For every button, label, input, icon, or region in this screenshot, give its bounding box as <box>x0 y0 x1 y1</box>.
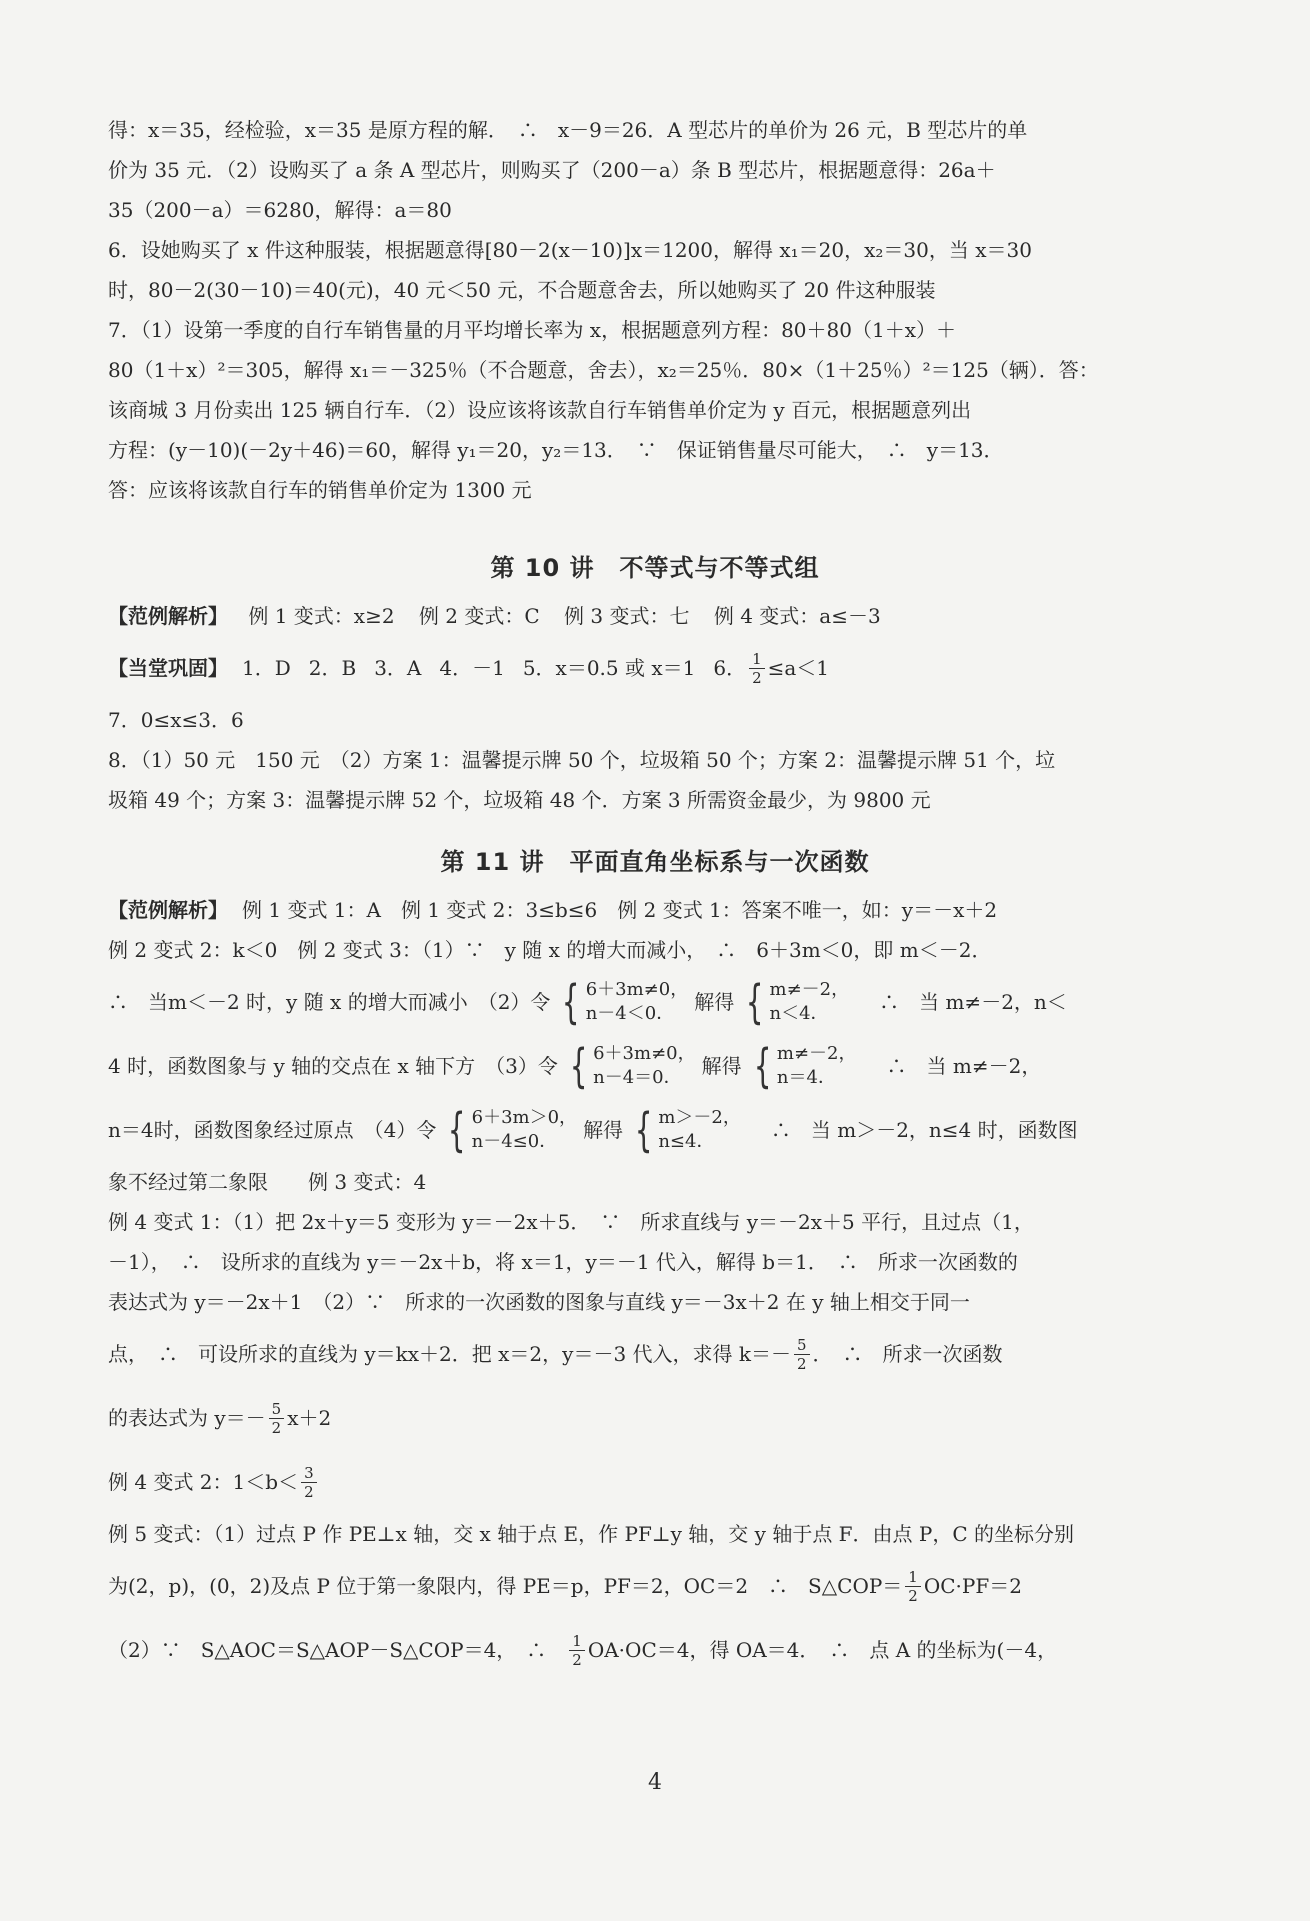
text-fragment: n＝4时，函数图象经过原点 （4）令 <box>108 1118 437 1142</box>
fraction <box>269 1400 285 1437</box>
text-line <box>108 1618 1160 1682</box>
text-line: 35（200－a）＝6280，解得：a＝80 <box>108 198 452 222</box>
equation-system <box>442 1103 578 1157</box>
answer-item: 2．B <box>308 656 357 680</box>
denominator: 2 <box>908 1586 918 1605</box>
practice-tag: 【当堂巩固】 <box>108 656 228 680</box>
text-fragment: x＋2 <box>287 1406 332 1430</box>
system-line <box>108 1034 1160 1098</box>
denominator: 2 <box>304 1482 314 1501</box>
text-line: 例 1 变式 1：A 例 1 变式 2：3≤b≤6 例 2 变式 1：答案不唯一，如：y＝－x＋2 <box>242 898 998 922</box>
denominator: 2 <box>797 1354 807 1373</box>
text-line: 方程：(y－10)(－2y＋46)＝60，解得 y₁＝20，y₂＝13． ∵ 保证销售量尽可能大， ∴ y＝13． <box>108 438 1004 462</box>
answer-item: 例 1 变式：x≥2 <box>248 604 395 628</box>
equation-row: m≠－2， <box>769 979 850 1000</box>
text-line: 例 5 变式：（1）过点 P 作 PE⊥x 轴，交 x 轴于点 E，作 PF⊥y 轴，交 y 轴于点 F．由点 P，C 的坐标分别 <box>108 1522 1075 1546</box>
text-line: －1）， ∴ 设所求的直线为 y＝－2x＋b，将 x＝1，y＝－1 代入，解得 b＝1． ∴ 所求一次函数的 <box>108 1250 1018 1274</box>
equation-system <box>564 1039 696 1093</box>
numerator: 3 <box>301 1464 317 1483</box>
text-fragment: 点， ∴ 可设所求的直线为 y＝kx＋2．把 x＝2，y＝－3 代入，求得 k＝－ <box>108 1342 791 1366</box>
equation-row: 6＋3m≠0， <box>593 1043 696 1064</box>
numerator: 1 <box>905 1568 921 1587</box>
brace: { <box>753 1039 772 1093</box>
text-line: 6．设她购买了 x 件这种服装，根据题意得[80－2(x－10)]x＝1200，解得 x₁＝20，x₂＝30，当 x＝30 <box>108 238 1032 262</box>
lecture11-heading: 第 11 讲 平面直角坐标系与一次函数 <box>440 848 870 876</box>
answer-item: 例 4 变式：a≤－3 <box>713 604 881 628</box>
text-fragment: ∴ 当 m≠－2， <box>886 1054 1042 1078</box>
text-fragment: 例 4 变式 2：1＜b＜ <box>108 1470 299 1494</box>
denominator: 2 <box>271 1418 282 1437</box>
numerator: 1 <box>569 1632 585 1651</box>
text-line: 8．（1）50 元 150 元 （2）方案 1：温馨提示牌 50 个，垃圾箱 50 个；方案 2：温馨提示牌 51 个，垃 <box>108 748 1056 772</box>
text-fragment: 4 时，函数图象与 y 轴的交点在 x 轴下方 （3）令 <box>108 1054 558 1078</box>
lecture11-answers <box>108 890 1160 1682</box>
text-line: 得：x＝35，经检验，x＝35 是原方程的解． ∴ x－9＝26．A 型芯片的单价为 26 元，B 型芯片的单 <box>108 118 1028 142</box>
text-line: 表达式为 y＝－2x＋1 （2）∵ 所求的一次函数的图象与直线 y＝－3x＋2 在 y 轴上相交于同一 <box>108 1290 970 1314</box>
equation-row: n－4＝0． <box>593 1067 682 1088</box>
text-fragment: ∴ 当 m≠－2，n＜ <box>879 990 1067 1014</box>
fraction <box>794 1336 810 1373</box>
text-fragment: OA·OC＝4，得 OA＝4． ∴ 点 A 的坐标为(－4， <box>587 1638 1058 1662</box>
equation-row: n≤4． <box>658 1131 715 1152</box>
example-line <box>108 596 1160 636</box>
text-line: 象不经过第二象限 例 3 变式：4 <box>108 1170 427 1194</box>
text-line: 该商城 3 月份卖出 125 辆自行车．（2）设应该将该款自行车销售单价定为 y 百元，根据题意列出 <box>108 398 972 422</box>
equation-row: m＞－2， <box>658 1107 741 1128</box>
equation-row: n－4＜0． <box>585 1003 675 1024</box>
answer-item: 3．A <box>374 656 422 680</box>
text-line: 答：应该将该款自行车的销售单价定为 1300 元 <box>108 478 532 502</box>
numerator: 1 <box>749 650 765 669</box>
text-fragment: 解得 <box>701 1054 742 1078</box>
equation-row: 6＋3m≠0， <box>585 979 689 1000</box>
example-tag: 【范例解析】 <box>108 604 228 628</box>
text-line: 价为 35 元．（2）设购买了 a 条 A 型芯片，则购买了（200－a）条 B 型芯片，根据题意得：26a＋ <box>108 158 996 182</box>
text-line: 圾箱 49 个；方案 3：温馨提示牌 52 个，垃圾箱 48 个．方案 3 所需资金最少，为 9800 元 <box>108 788 931 812</box>
practice-line <box>108 636 1160 700</box>
lecture10-heading: 第 10 讲 不等式与不等式组 <box>490 554 820 582</box>
text-line: 时，80－2(30－10)＝40(元)，40 元＜50 元，不合题意舍去，所以她购买了 20 件这种服装 <box>108 278 936 302</box>
text-line <box>108 1554 1160 1618</box>
equation-row: n＝4． <box>776 1067 836 1088</box>
system-line <box>108 1098 1160 1162</box>
text-fragment: ∴ 当m＜－2 时，y 随 x 的增大而减小 （2）令 <box>108 990 551 1014</box>
brace: { <box>448 1103 466 1157</box>
equation-row: n－4≤0． <box>471 1131 558 1152</box>
example-line <box>108 890 1160 930</box>
text-fragment: 解得 <box>694 990 735 1014</box>
fraction <box>301 1464 317 1501</box>
text-line <box>108 1450 1160 1514</box>
numerator: 5 <box>794 1336 810 1355</box>
equation-row: n＜4． <box>769 1003 829 1024</box>
answer-item: 4．－1 <box>439 656 505 680</box>
brace: { <box>634 1103 653 1157</box>
text-fragment: 的表达式为 y＝－ <box>108 1406 266 1430</box>
equation-system <box>740 975 850 1029</box>
equation-row: 6＋3m＞0， <box>471 1107 578 1128</box>
text-line: 7．0≤x≤3．6 <box>108 708 244 732</box>
numerator: 5 <box>269 1400 285 1419</box>
answer-item: 例 3 变式：七 <box>564 604 690 628</box>
text-fragment: ． ∴ 所求一次函数 <box>812 1342 1003 1366</box>
text-fragment: 解得 <box>583 1118 624 1142</box>
equation-system <box>748 1039 857 1093</box>
example-tag: 【范例解析】 <box>108 898 228 922</box>
lecture10-answers <box>108 596 1160 820</box>
equation-row: m≠－2， <box>776 1043 857 1064</box>
text-line <box>108 1322 1160 1386</box>
denominator: 2 <box>752 668 762 687</box>
system-line <box>108 970 1160 1034</box>
answer-item: 6． <box>713 656 747 680</box>
text-line: 80（1＋x）²＝305，解得 x₁＝－325％（不合题意，舍去），x₂＝25％．80×（1＋25％）²＝125（辆）．答： <box>108 358 1099 382</box>
text-fragment: 为(2，p)，(0，2)及点 P 位于第一象限内，得 PE＝p，PF＝2，OC＝2 ∴ S△COP＝ <box>108 1574 903 1598</box>
denominator: 2 <box>572 1650 582 1669</box>
text-line: 7．（1）设第一季度的自行车销售量的月平均增长率为 x，根据题意列方程：80＋80（1＋x）＋ <box>108 318 956 342</box>
text-line: 例 4 变式 1：（1）把 2x＋y＝5 变形为 y＝－2x＋5． ∵ 所求直线与 y＝－2x＋5 平行，且过点（1， <box>108 1210 1034 1234</box>
brace: { <box>562 975 580 1029</box>
text-line <box>108 1386 1160 1450</box>
fraction <box>749 650 765 687</box>
fraction <box>569 1632 585 1669</box>
answer-item: 例 2 变式：C <box>418 604 540 628</box>
brace: { <box>569 1039 588 1093</box>
text-fragment: ∴ 当 m＞－2，n≤4 时，函数图 <box>770 1118 1078 1142</box>
page-number: 4 <box>648 1770 662 1795</box>
answer-item: ≤a＜1 <box>767 656 830 680</box>
answer-item: 5．x＝0.5 或 x＝1 <box>522 656 696 680</box>
equation-system <box>629 1103 741 1157</box>
text-fragment: OC·PF＝2 <box>923 1574 1022 1598</box>
text-line: 例 2 变式 2：k＜0 例 2 变式 3：（1）∵ y 随 x 的增大而减小， ∴ 6＋3m＜0，即 m＜－2． <box>108 938 992 962</box>
text-fragment: （2）∵ S△AOC＝S△AOP－S△COP＝4， ∴ <box>108 1638 567 1662</box>
top-answers <box>108 110 1160 510</box>
equation-system <box>556 975 689 1029</box>
answer-item: 1．D <box>242 656 291 680</box>
fraction <box>905 1568 921 1605</box>
brace: { <box>746 975 764 1029</box>
